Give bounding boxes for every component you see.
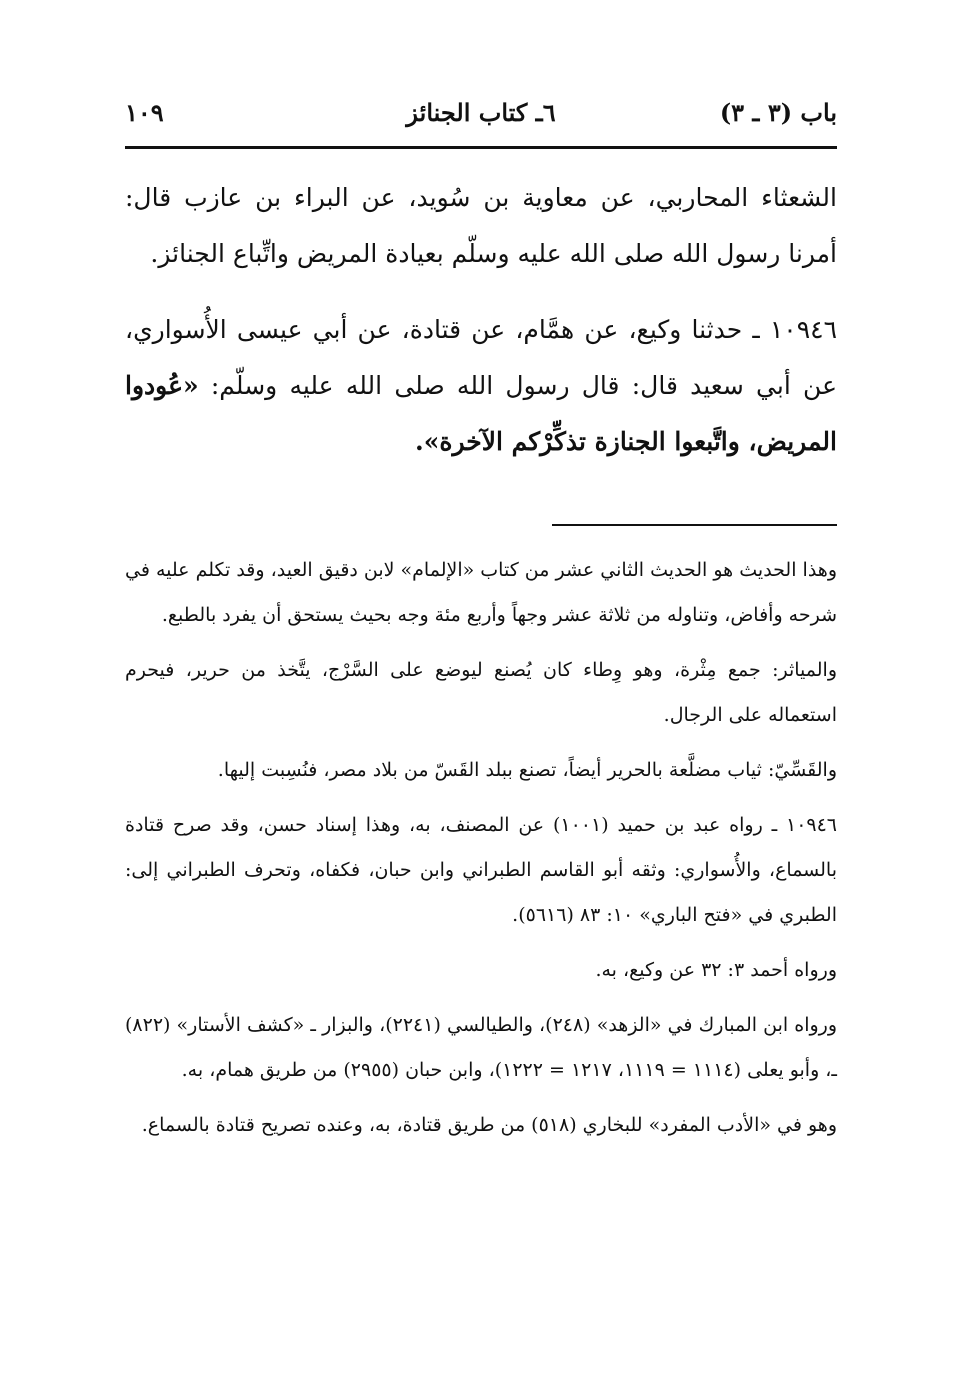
- chapter-label: باب (٣ ـ ٣): [719, 98, 837, 127]
- footnotes: [125, 548, 837, 1158]
- page-number: ١٠٩: [125, 98, 164, 127]
- book-title: ٦ـ كتاب الجنائز: [406, 98, 556, 127]
- hadith-chain: ١٠٩٤٦ ـ حدثنا وكيع، عن همَّام، عن قتادة، عن أبي عيسى الأُسواري، عن أبي سعيد قال: قال رسول الله صلى الله عليه وسلّم:: [125, 315, 837, 400]
- footnote-paragraph: ورواه ابن المبارك في «الزهد» (٢٤٨)، والطيالسي (٢٢٤١)، والبزار ـ «كشف الأستار» (٨٢٢) ـ، وأبو يعلى (١١١٤ = ١١١٩، ١٢١٧ = ١٢٢٢)، وابن حبان (٢٩٥٥) من طريق همام، به.: [125, 1014, 838, 1081]
- running-header: [125, 92, 837, 140]
- footnote-paragraph: والمياثر: جمع مِثْرة، وهو وِطاء كان يُصنع ليوضع على السَّرْج، يتَّخذ من حرير، فيحرم استعماله على الرجال.: [125, 659, 837, 726]
- footnote-paragraph: وهو في «الأدب المفرد» للبخاري (٥١٨) من طريق قتادة، به، وعنده تصريح قتادة بالسماع.: [141, 1114, 837, 1136]
- footnote-paragraph: والقَسِّيّ: ثياب مضلَّعة بالحرير أيضاً، تصنع ببلد القَسّ من بلاد مصر، فنُسِبت إليها.: [217, 759, 837, 781]
- main-text: [125, 170, 837, 490]
- footnote-paragraph: ورواه أحمد ٣: ٣٢ عن وكيع، به.: [595, 959, 837, 981]
- main-paragraph: الشعثاء المحاربي، عن معاوية بن سُويد، عن البراء بن عازب قال: أمرنا رسول الله صلى الله عليه وسلّم بعيادة المريض واتِّباع الجنائز.: [125, 183, 837, 268]
- footnote-separator: [552, 524, 837, 526]
- footnote-paragraph: ١٠٩٤٦ ـ رواه عبد بن حميد (١٠٠١) عن المصنف، به، وهذا إسناد حسن، وقد صرح قتادة بالسماع، والأُسواري: وثقه أبو القاسم الطبراني وابن حبان، فكفاه، وتحرف الطبراني إلى: الطبري في «فتح الباري» ١٠: ٨٣ (٥٦١٦).: [125, 814, 838, 926]
- hadith-paragraph: [125, 302, 837, 470]
- footnote-paragraph: وهذا الحديث هو الحديث الثاني عشر من كتاب «الإلمام» لابن دقيق العيد، وقد تكلم عليه في شرحه وأفاض، وتناوله من ثلاثة عشر وجهاً وأربع مئة وجه بحيث يستحق أن يفرد بالطبع.: [125, 559, 837, 626]
- header-rule: [125, 146, 837, 149]
- hadith-quote: «عُودوا المريض، واتَّبعوا الجنازة تذكِّرْكم الآخرة».: [125, 371, 837, 456]
